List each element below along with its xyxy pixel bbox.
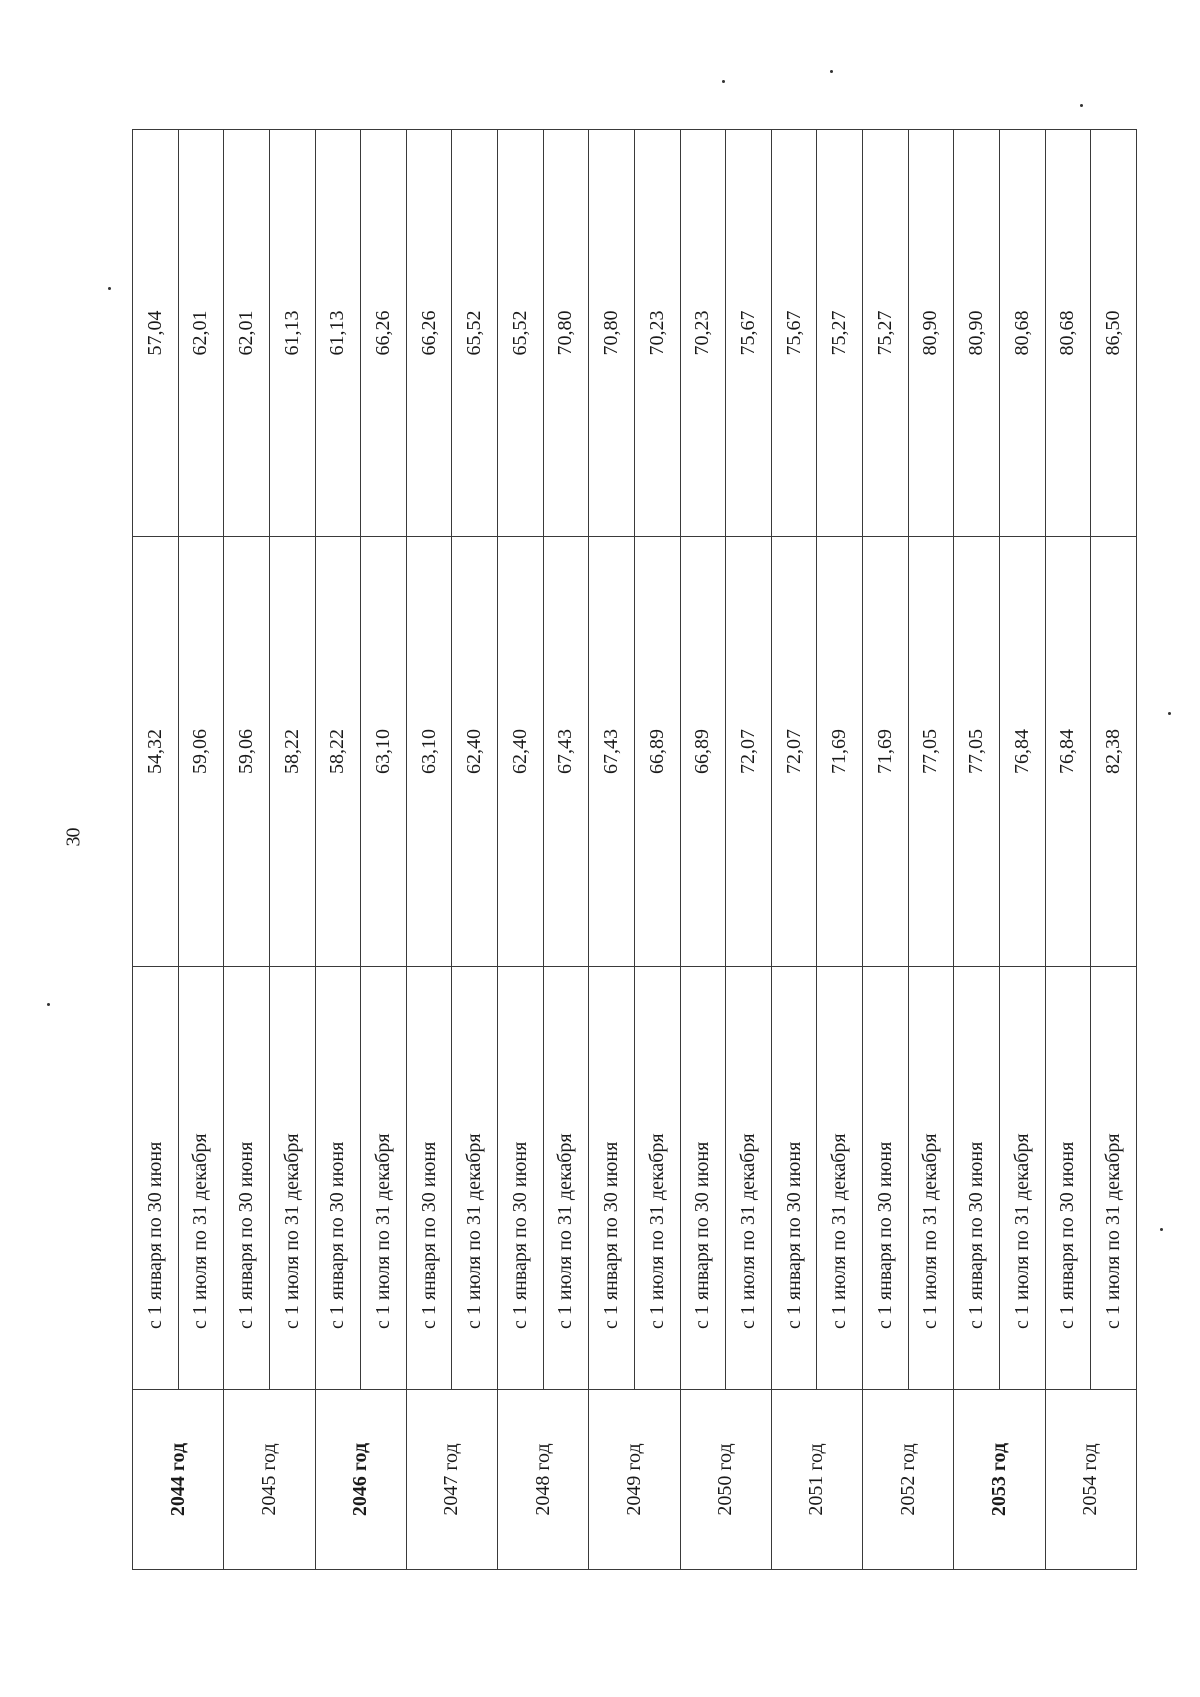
value-cell-1: 76,84: [999, 537, 1045, 967]
year-cell: 2046 год: [315, 1390, 406, 1570]
period-cell: с 1 июля по 31 декабря: [817, 967, 863, 1390]
value-cell-2: 75,27: [863, 130, 909, 537]
year-cell: 2052 год: [863, 1390, 954, 1570]
table-row: [999, 130, 1045, 1570]
value-cell-2: 62,01: [224, 130, 270, 537]
value-cell-1: 59,06: [224, 537, 270, 967]
table-row: [726, 130, 772, 1570]
value-cell-2: 80,90: [954, 130, 1000, 537]
table-row: [498, 130, 544, 1570]
value-cell-2: 70,23: [680, 130, 726, 537]
value-cell-2: 61,13: [315, 130, 361, 537]
table-row: [1045, 130, 1091, 1570]
table-row: [361, 130, 407, 1570]
value-cell-1: 54,32: [133, 537, 179, 967]
value-cell-2: 70,80: [543, 130, 589, 537]
period-cell: с 1 июля по 31 декабря: [269, 967, 315, 1390]
year-cell: 2053 год: [954, 1390, 1045, 1570]
table-row: [908, 130, 954, 1570]
period-cell: с 1 июля по 31 декабря: [999, 967, 1045, 1390]
period-cell: с 1 января по 30 июня: [315, 967, 361, 1390]
value-cell-1: 71,69: [817, 537, 863, 967]
period-cell: с 1 июля по 31 декабря: [726, 967, 772, 1390]
value-cell-1: 77,05: [908, 537, 954, 967]
value-cell-2: 66,26: [406, 130, 452, 537]
period-cell: с 1 июля по 31 декабря: [634, 967, 680, 1390]
period-cell: с 1 января по 30 июня: [406, 967, 452, 1390]
year-cell: 2054 год: [1045, 1390, 1137, 1570]
value-cell-2: 80,90: [908, 130, 954, 537]
scan-speck: [1080, 104, 1083, 107]
table-row: [589, 130, 635, 1570]
period-cell: с 1 июля по 31 декабря: [908, 967, 954, 1390]
value-cell-1: 66,89: [680, 537, 726, 967]
value-cell-1: 67,43: [589, 537, 635, 967]
table-row: [406, 130, 452, 1570]
value-cell-1: 62,40: [452, 537, 498, 967]
value-cell-1: 58,22: [269, 537, 315, 967]
value-cell-2: 75,67: [726, 130, 772, 537]
period-cell: с 1 января по 30 июня: [133, 967, 179, 1390]
value-cell-1: 63,10: [361, 537, 407, 967]
table-row: [543, 130, 589, 1570]
value-cell-2: 70,23: [634, 130, 680, 537]
value-cell-1: 62,40: [498, 537, 544, 967]
year-cell: 2049 год: [589, 1390, 680, 1570]
table-row: [817, 130, 863, 1570]
year-cell: 2047 год: [406, 1390, 497, 1570]
value-cell-1: 58,22: [315, 537, 361, 967]
table-row: [452, 130, 498, 1570]
value-cell-1: 82,38: [1091, 537, 1137, 967]
period-cell: с 1 января по 30 июня: [863, 967, 909, 1390]
period-cell: с 1 января по 30 июня: [498, 967, 544, 1390]
value-cell-1: 72,07: [726, 537, 772, 967]
period-cell: с 1 июля по 31 декабря: [452, 967, 498, 1390]
value-cell-1: 66,89: [634, 537, 680, 967]
year-cell: 2045 год: [224, 1390, 315, 1570]
value-cell-1: 63,10: [406, 537, 452, 967]
scan-speck: [722, 80, 725, 83]
value-cell-1: 59,06: [178, 537, 224, 967]
value-cell-2: 80,68: [999, 130, 1045, 537]
year-cell: 2050 год: [680, 1390, 771, 1570]
value-cell-1: 72,07: [771, 537, 817, 967]
table-row: [634, 130, 680, 1570]
value-cell-2: 66,26: [361, 130, 407, 537]
value-cell-2: 57,04: [133, 130, 179, 537]
tariff-table-frame: [132, 130, 1137, 1570]
scan-speck: [1160, 1228, 1163, 1231]
value-cell-1: 76,84: [1045, 537, 1091, 967]
period-cell: с 1 июля по 31 декабря: [1091, 967, 1137, 1390]
value-cell-2: 75,27: [817, 130, 863, 537]
period-cell: с 1 января по 30 июня: [771, 967, 817, 1390]
period-cell: с 1 июля по 31 декабря: [543, 967, 589, 1390]
table-row: [954, 130, 1000, 1570]
period-cell: с 1 июля по 31 декабря: [361, 967, 407, 1390]
period-cell: с 1 января по 30 июня: [1045, 967, 1091, 1390]
page-number: 30: [62, 828, 85, 847]
scan-speck: [47, 1003, 50, 1006]
value-cell-2: 86,50: [1091, 130, 1137, 537]
table-row: [1091, 130, 1137, 1570]
value-cell-2: 80,68: [1045, 130, 1091, 537]
value-cell-2: 62,01: [178, 130, 224, 537]
period-cell: с 1 января по 30 июня: [589, 967, 635, 1390]
value-cell-2: 70,80: [589, 130, 635, 537]
table-row: [224, 130, 270, 1570]
value-cell-2: 65,52: [498, 130, 544, 537]
period-cell: с 1 января по 30 июня: [954, 967, 1000, 1390]
table-row: [178, 130, 224, 1570]
table-row: [771, 130, 817, 1570]
table-row: [863, 130, 909, 1570]
value-cell-1: 67,43: [543, 537, 589, 967]
table-row: [269, 130, 315, 1570]
table-row: [315, 130, 361, 1570]
tariff-table: [132, 129, 1137, 1570]
year-cell: 2051 год: [771, 1390, 862, 1570]
value-cell-2: 75,67: [771, 130, 817, 537]
value-cell-1: 71,69: [863, 537, 909, 967]
value-cell-2: 65,52: [452, 130, 498, 537]
scan-speck: [1168, 712, 1171, 715]
value-cell-1: 77,05: [954, 537, 1000, 967]
table-row: [133, 130, 179, 1570]
period-cell: с 1 января по 30 июня: [224, 967, 270, 1390]
table-row: [680, 130, 726, 1570]
year-cell: 2048 год: [498, 1390, 589, 1570]
value-cell-2: 61,13: [269, 130, 315, 537]
year-cell: 2044 год: [133, 1390, 224, 1570]
period-cell: с 1 июля по 31 декабря: [178, 967, 224, 1390]
period-cell: с 1 января по 30 июня: [680, 967, 726, 1390]
scan-speck: [108, 287, 111, 290]
scan-speck: [830, 70, 833, 73]
